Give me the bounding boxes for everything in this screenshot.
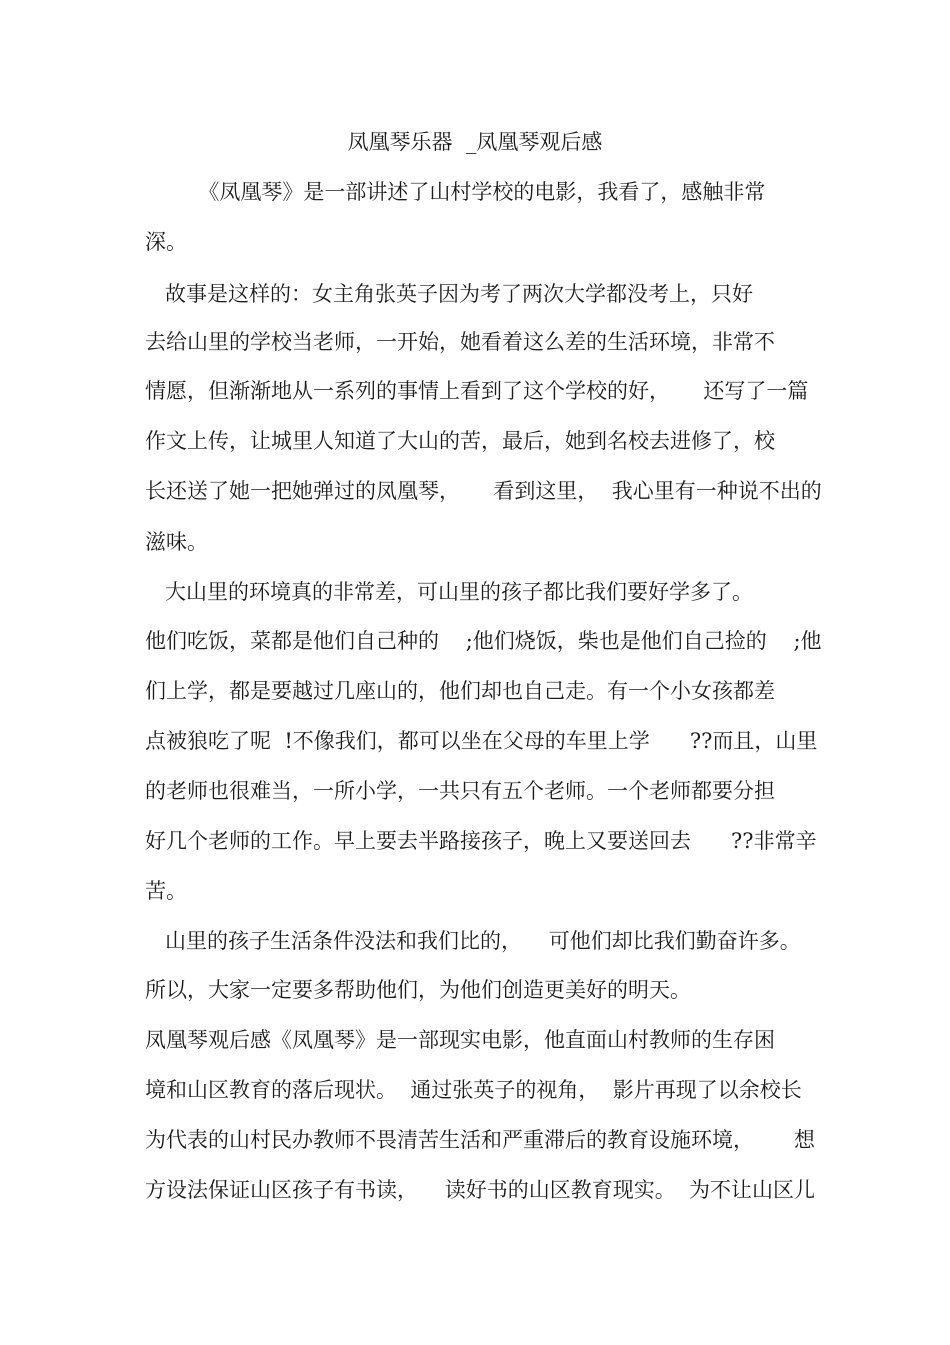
text-line-14: 好几个老师的工作。早上要去半路接孩子，晚上又要送回去 ??非常辛 [145,829,817,853]
text-line-21: 方设法保证山区孩子有书读， 读好书的山区教育现实。 为不让山区儿 [145,1178,816,1202]
text-line-9: 大山里的环境真的非常差，可山里的孩子都比我们要好学多了。 [145,580,754,604]
text-line-20: 为代表的山村民办教师不畏清苦生活和严重滞后的教育设施环境， 想 [145,1128,816,1152]
text-line-7: 长还送了她一把她弹过的凤凰琴， 看到这里， 我心里有一种说不出的 [145,479,822,503]
text-line-1: 《凤凰琴》是一部讲述了山村学校的电影，我看了，感触非常 [145,180,766,204]
text-line-8: 滋味。 [145,530,208,554]
text-line-18: 凤凰琴观后感《凤凰琴》是一部现实电影，他直面山村教师的生存困 [145,1028,775,1052]
text-line-6: 作文上传，让城里人知道了大山的苦，最后，她到名校去进修了，校 [145,429,775,453]
text-line-10: 他们吃饭，菜都是他们自己种的 ;他们烧饭，柴也是他们自己捡的 ;他 [145,629,822,653]
text-line-12: 点被狼吃了呢 !不像我们，都可以坐在父母的车里上学 ??而且，山里 [145,729,818,753]
text-line-16: 山里的孩子生活条件没法和我们比的， 可他们却比我们勤奋许多。 [145,929,801,953]
text-line-5: 情愿，但渐渐地从一系列的事情上看到了这个学校的好， 还写了一篇 [145,379,809,403]
text-line-17: 所以，大家一定要多帮助他们，为他们创造更美好的明天。 [145,978,691,1002]
text-line-2: 深。 [145,230,187,254]
document-title: 凤凰琴乐器 _凤凰琴观后感 [347,130,603,154]
text-line-19: 境和山区教育的落后现状。 通过张英子的视角， 影片再现了以余校长 [145,1078,802,1102]
text-line-11: 们上学，都是要越过几座山的，他们却也自己走。有一个小女孩都差 [145,679,775,703]
text-line-13: 的老师也很难当，一所小学，一共只有五个老师。一个老师都要分担 [145,779,775,803]
text-line-3: 故事是这样的：女主角张英子因为考了两次大学都没考上，只好 [145,282,754,306]
text-line-15: 苦。 [145,879,187,903]
text-line-4: 去给山里的学校当老师，一开始，她看着这么差的生活环境，非常不 [145,330,775,354]
